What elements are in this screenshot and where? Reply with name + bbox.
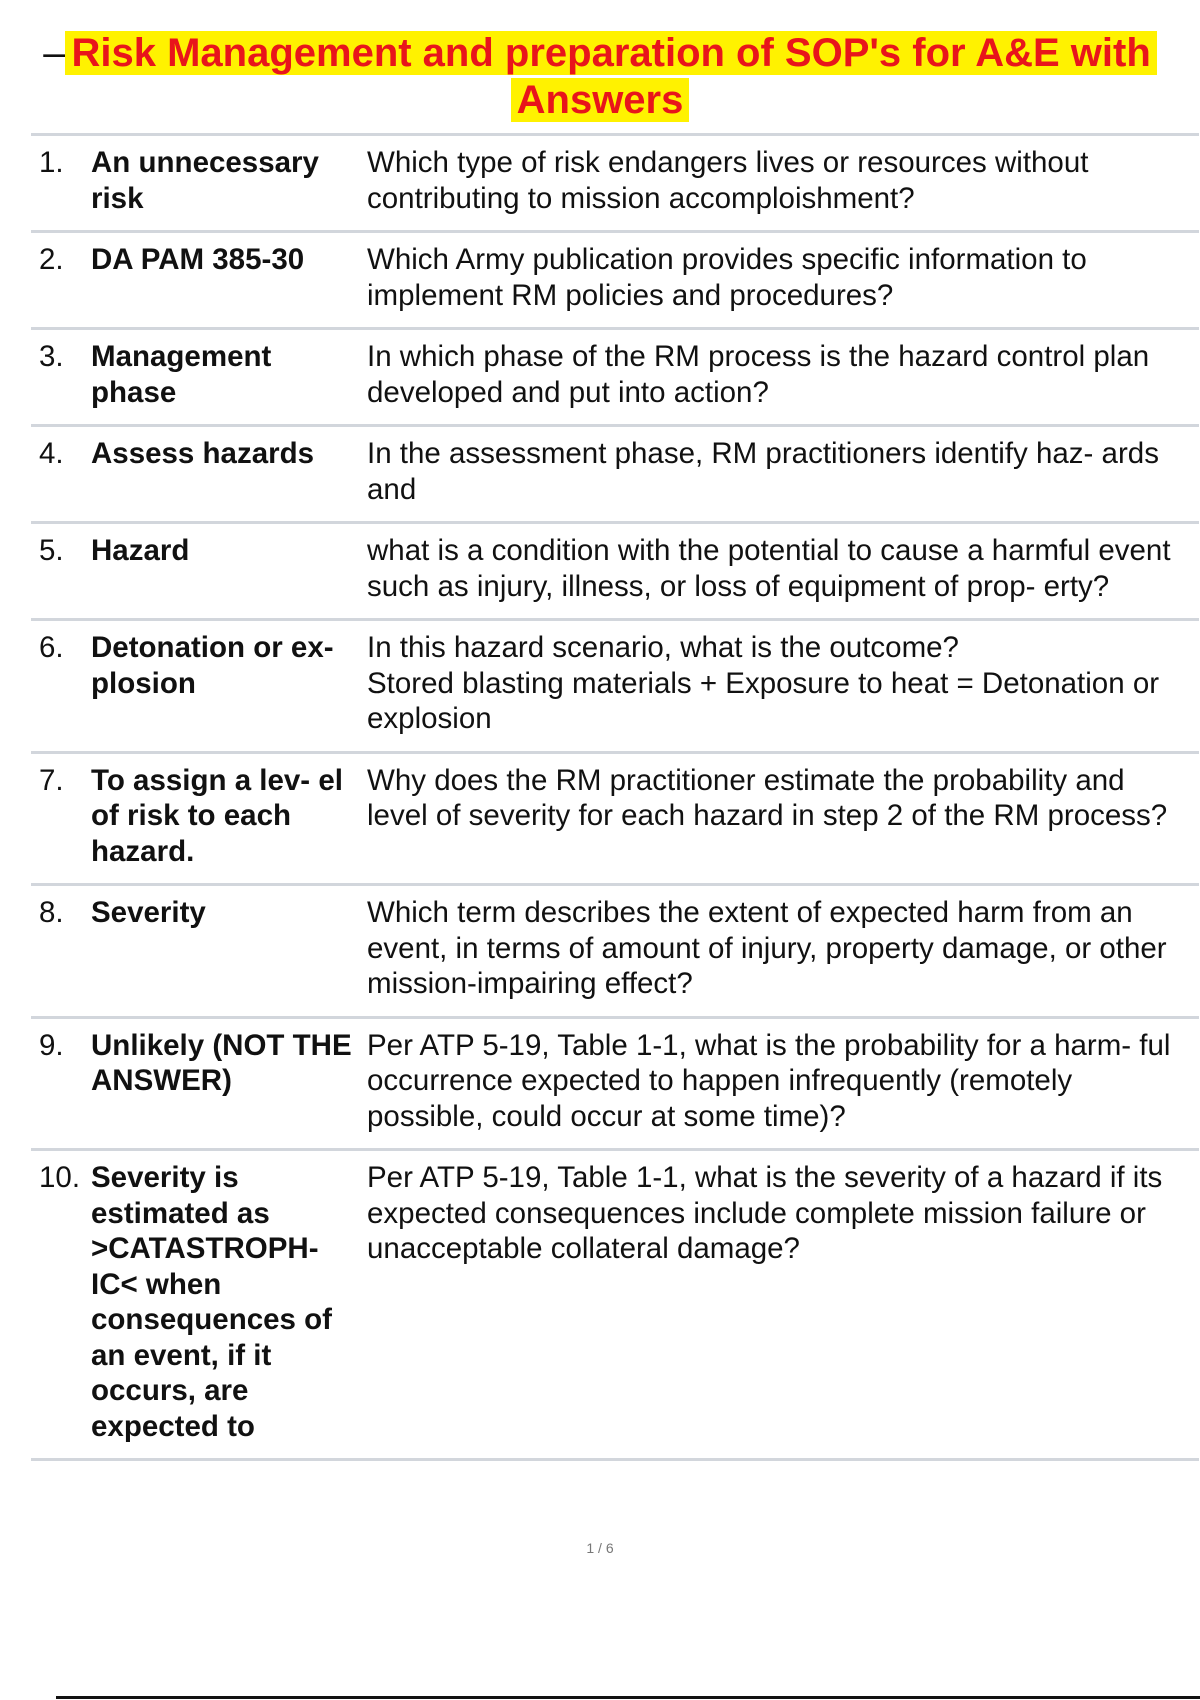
- title-line-1: – Risk Management and preparation of SOP's for A&E with: [0, 30, 1200, 77]
- bottom-rule: [56, 1696, 1200, 1699]
- qa-question: [363, 630, 1199, 737]
- qa-answer: Severity: [91, 896, 206, 929]
- qa-row: [31, 233, 1199, 330]
- qa-answer: To assign a lev- el of risk to each hazard.: [91, 763, 343, 868]
- qa-row: [31, 330, 1199, 427]
- qa-answer: Hazard: [91, 534, 190, 567]
- qa-question-line: In which phase of the RM process is the hazard control plan developed and put into action?: [367, 340, 1150, 409]
- qa-question: [363, 533, 1199, 604]
- qa-question: [363, 145, 1199, 216]
- qa-row: [31, 524, 1199, 621]
- qa-question: [363, 763, 1199, 870]
- qa-question: [363, 242, 1199, 313]
- qa-row: [31, 886, 1199, 1019]
- qa-question-line: Which Army publication provides specific information to implement RM policies and procedures?: [367, 243, 1087, 312]
- qa-question-line: Stored blasting materials + Exposure to heat = Detonation or explosion: [367, 666, 1160, 735]
- qa-question: [363, 436, 1199, 507]
- qa-question-line: Per ATP 5-19, Table 1-1, what is the severity of a hazard if its expected consequences include complete mission failure or unacceptable collateral damage?: [367, 1161, 1163, 1265]
- qa-answer: An unnecessary risk: [91, 146, 319, 215]
- qa-answer: Unlikely (NOT THE ANSWER): [91, 1028, 352, 1097]
- qa-number: 2.: [39, 243, 64, 276]
- qa-number: 1.: [39, 146, 64, 179]
- qa-answer: DA PAM 385-30: [91, 243, 305, 276]
- qa-question: [363, 1160, 1199, 1444]
- qa-row: [31, 427, 1199, 524]
- qa-number: 5.: [39, 534, 64, 567]
- qa-table: [31, 133, 1199, 1461]
- qa-number: 7.: [39, 763, 64, 797]
- qa-question-line: In this hazard scenario, what is the outcome?: [367, 631, 959, 664]
- qa-row: [31, 136, 1199, 233]
- qa-number: 9.: [39, 1028, 64, 1062]
- qa-question-line: Per ATP 5-19, Table 1-1, what is the probability for a harm- ful occurrence expected to happen infrequently (remotely possible, could occur at some time)?: [367, 1028, 1171, 1133]
- qa-answer: Management phase: [91, 340, 272, 409]
- qa-number: 4.: [39, 437, 64, 470]
- qa-number: 8.: [39, 896, 64, 929]
- qa-answer: Assess hazards: [91, 437, 315, 470]
- qa-number: 3.: [39, 340, 64, 373]
- qa-number: 10.: [39, 1161, 81, 1194]
- qa-number: 6.: [39, 631, 64, 664]
- qa-answer: Detonation or ex- plosion: [91, 631, 334, 700]
- qa-question: [363, 895, 1199, 1002]
- qa-question-line: In the assessment phase, RM practitioners identify haz- ards and: [367, 437, 1159, 506]
- qa-row: [31, 1151, 1199, 1461]
- title-line-2: Answers: [0, 77, 1200, 124]
- qa-question: [363, 339, 1199, 410]
- qa-question: [363, 1028, 1199, 1135]
- qa-row: [31, 621, 1199, 754]
- qa-question-line: Which type of risk endangers lives or resources without contributing to mission accomploishment?: [367, 146, 1089, 215]
- qa-question-line: what is a condition with the potential to cause a harmful event such as injury, illness, or loss of equipment of prop- erty?: [367, 534, 1171, 603]
- qa-row: [31, 1019, 1199, 1152]
- qa-question-line: Which term describes the extent of expected harm from an event, in terms of amount of injury, property damage, or other mission-impairing effect?: [367, 896, 1167, 1000]
- document-title: [0, 30, 1200, 124]
- qa-question-line: Why does the RM practitioner estimate the probability and level of severity for each hazard in step 2 of the RM process?: [367, 763, 1168, 832]
- qa-row: [31, 754, 1199, 887]
- qa-answer: Severity is estimated as >CATASTROPH- IC< when consequences of an event, if it occurs, are expected to: [91, 1161, 332, 1443]
- page-indicator: 1 / 6: [586, 1540, 614, 1556]
